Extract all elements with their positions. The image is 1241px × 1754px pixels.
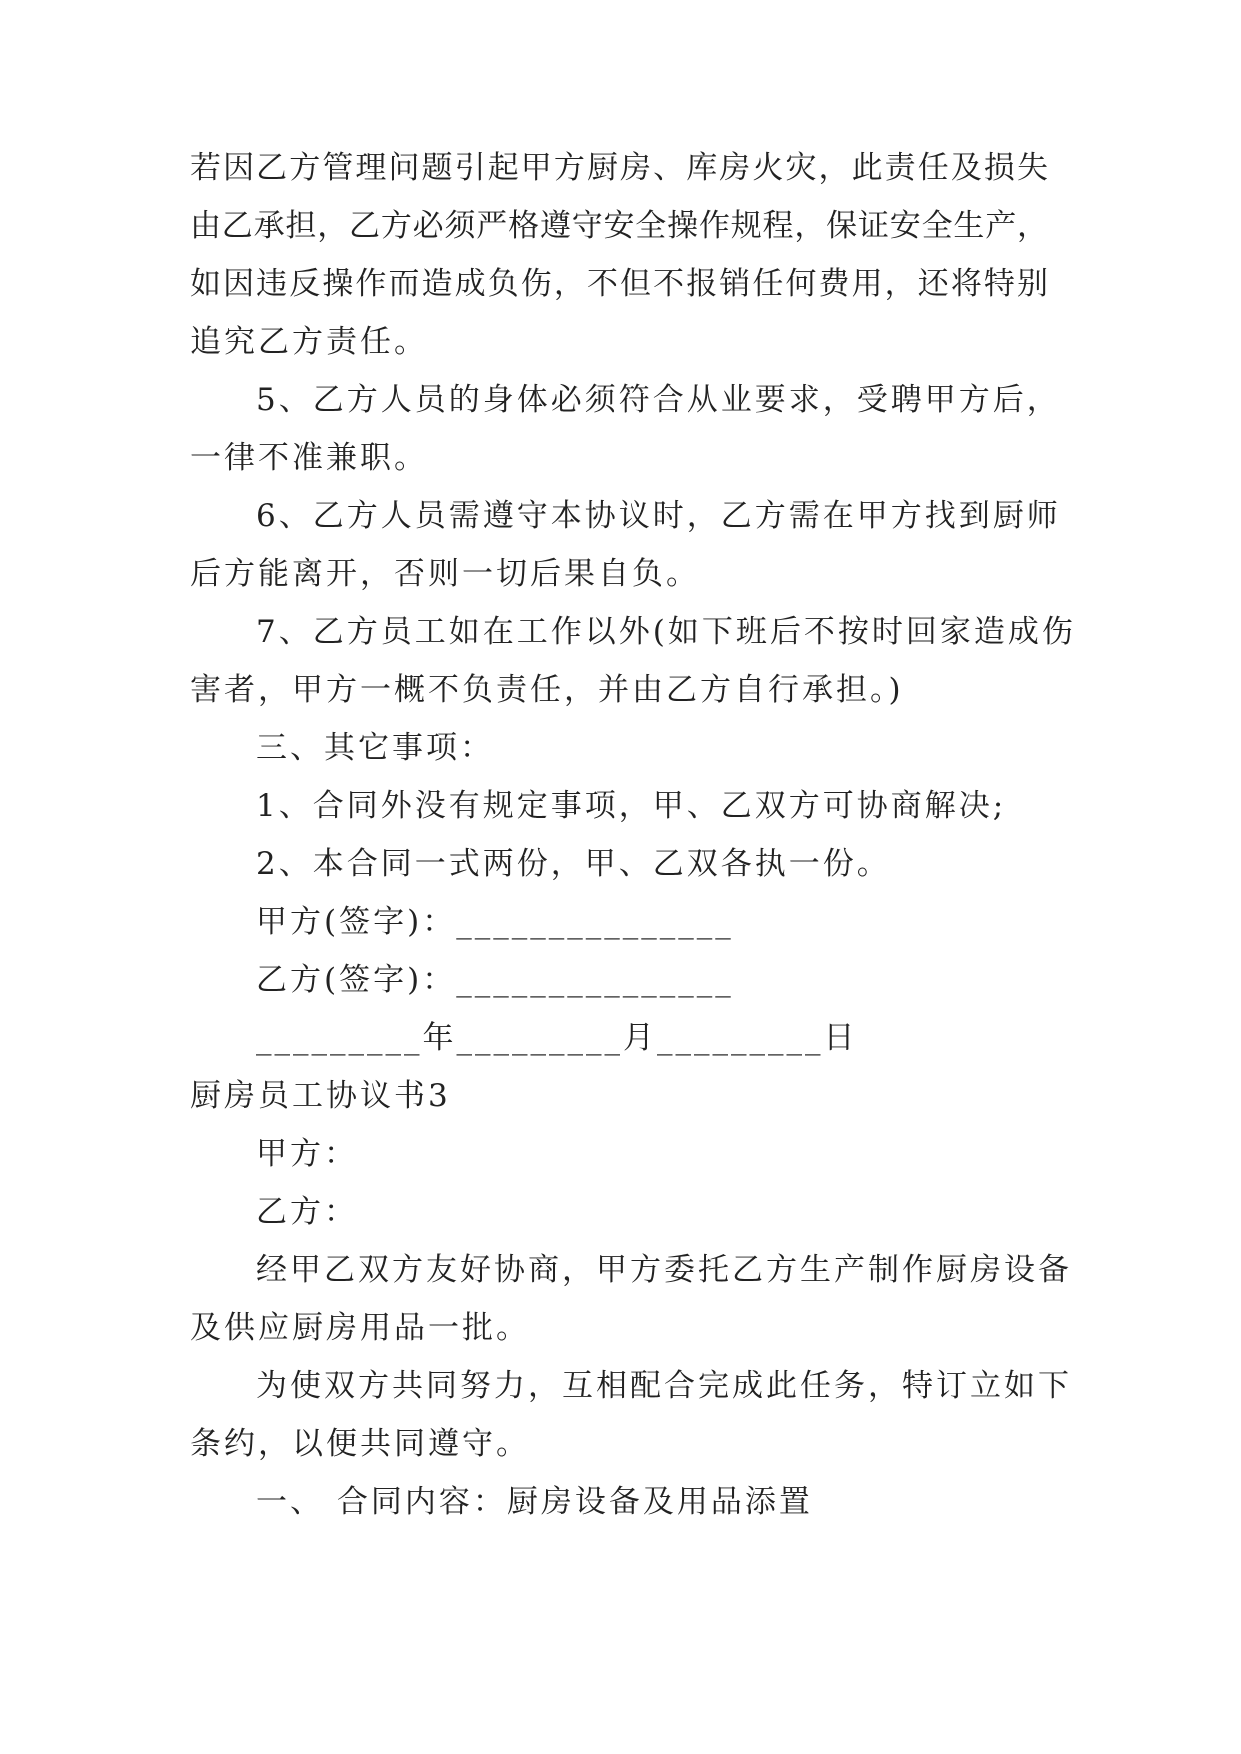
paragraph-line: 害者，甲方一概不负责任，并由乙方自行承担。) [190, 672, 904, 708]
paragraph-line: 一律不准兼职。 [190, 440, 428, 476]
clause-6-line: 6、乙方人员需遵守本协议时，乙方需在甲方找到厨师 [256, 498, 1061, 534]
party-b-signature: 乙方(签字)：_______________ [256, 962, 734, 998]
paragraph-line: 为使双方共同努力，互相配合完成此任务，特订立如下 [256, 1368, 1072, 1404]
document-title: 厨房员工协议书3 [190, 1078, 451, 1114]
paragraph-line: 由乙承担，乙方必须严格遵守安全操作规程，保证安全生产， [190, 208, 1048, 244]
party-a-signature: 甲方(签字)：_______________ [256, 904, 734, 940]
other-item-1: 1、合同外没有规定事项，甲、乙双方可协商解决; [256, 788, 1007, 824]
party-b-label: 乙方： [256, 1194, 358, 1230]
paragraph-line: 追究乙方责任。 [190, 324, 428, 360]
date-line: _________年_________月_________日 [256, 1020, 858, 1056]
party-a-label: 甲方： [256, 1136, 358, 1172]
paragraph-line: 条约，以便共同遵守。 [190, 1426, 530, 1462]
other-item-2: 2、本合同一式两份，甲、乙双各执一份。 [256, 846, 891, 882]
section-heading: 三、其它事项： [256, 730, 494, 766]
clause-7-line: 7、乙方员工如在工作以外(如下班后不按时回家造成伤 [256, 614, 1076, 650]
clause-5-line: 5、乙方人员的身体必须符合从业要求，受聘甲方后， [256, 382, 1061, 418]
paragraph-line: 若因乙方管理问题引起甲方厨房、库房火灾，此责任及损失 [190, 150, 1048, 186]
paragraph-line: 经甲乙双方友好协商，甲方委托乙方生产制作厨房设备 [256, 1252, 1072, 1288]
contract-content-heading: 一、 合同内容：厨房设备及用品添置 [256, 1484, 813, 1520]
paragraph-line: 及供应厨房用品一批。 [190, 1310, 530, 1346]
paragraph-line: 后方能离开，否则一切后果自负。 [190, 556, 700, 592]
paragraph-line: 如因违反操作而造成负伤，不但不报销任何费用，还将特别 [190, 266, 1048, 302]
